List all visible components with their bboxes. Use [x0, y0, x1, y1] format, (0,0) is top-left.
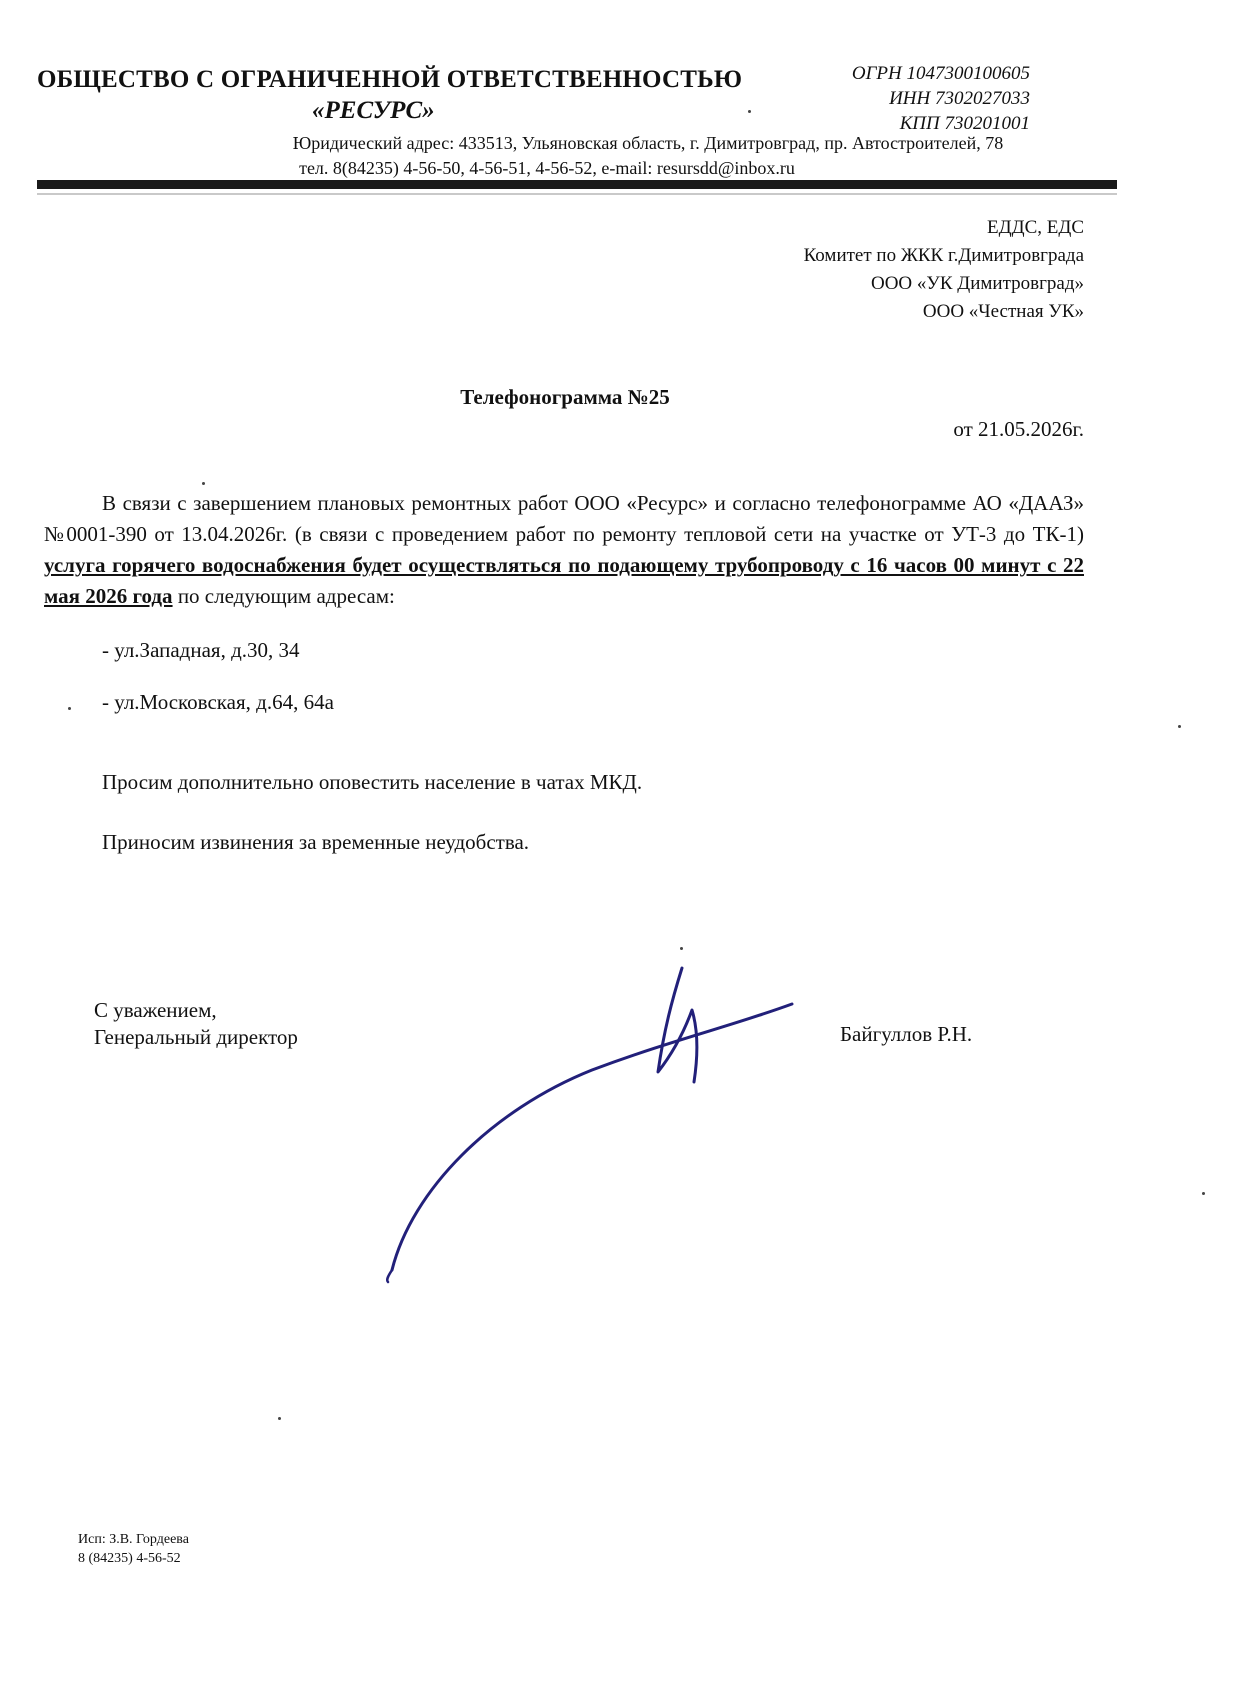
- scan-speck: [748, 110, 751, 113]
- scan-speck: [1178, 725, 1181, 728]
- scan-speck: [68, 707, 71, 710]
- closing-block: [94, 997, 298, 1051]
- body-paragraph: [44, 488, 1084, 612]
- registration-block: [730, 61, 1030, 136]
- address-item: - ул.Московская, д.64, 64а: [102, 690, 334, 714]
- executor-footer: [78, 1530, 189, 1568]
- recipient: ЕДДС, ЕДС: [987, 217, 1084, 238]
- body-highlight: услуга горячего водоснабжения будет осуществляться по подающему трубопроводу с 16 часов 00 минут с 22 мая 2026 года: [44, 553, 1084, 608]
- scan-speck: [1202, 1192, 1205, 1195]
- legal-address: Юридический адрес: 433513, Ульяновская область, г. Димитровград, пр. Автостроителей, 78: [292, 133, 1004, 153]
- recipient: ООО «Честная УК»: [922, 301, 1084, 322]
- contacts-line: тел. 8(84235) 4-56-50, 4-56-51, 4-56-52, e-mail: resursdd@inbox.ru: [299, 158, 795, 178]
- document-date: от 21.05.2026г.: [953, 417, 1084, 441]
- header-divider: [37, 180, 1117, 189]
- scan-speck: [680, 947, 683, 950]
- kpp: КПП 730201001: [899, 113, 1030, 134]
- address-item: - ул.Западная, д.30, 34: [102, 638, 300, 662]
- body-outro: по следующим адресам:: [172, 584, 395, 608]
- header-divider-shadow: [37, 193, 1117, 195]
- body-intro: В связи с завершением плановых ремонтных работ ООО «Ресурс» и согласно телефонограмме АО «ДААЗ» №0001-390 от 13.04.2026г. (в связи с проведением работ по ремонту тепловой сети на участке от УТ-3 до ТК-1): [44, 491, 1084, 546]
- company-brand: «РЕСУРС»: [312, 97, 435, 124]
- scan-speck: [278, 1417, 281, 1420]
- recipient: ООО «УК Димитровград»: [870, 273, 1084, 294]
- scan-speck: [202, 482, 205, 485]
- request-text: Просим дополнительно оповестить население в чатах МКД.: [102, 770, 643, 794]
- document-title: Телефонограмма №25: [460, 385, 670, 409]
- signer-name: Байгуллов Р.Н.: [840, 1022, 973, 1046]
- ogrn: ОГРН 1047300100605: [851, 63, 1030, 84]
- signer-position: Генеральный директор: [94, 1025, 298, 1049]
- inn: ИНН 7302027033: [889, 88, 1030, 109]
- regards: С уважением,: [94, 998, 217, 1022]
- recipient: Комитет по ЖКК г.Димитровграда: [803, 245, 1084, 266]
- signature: [372, 960, 822, 1290]
- recipients-block: [804, 214, 1084, 326]
- executor-name: Исп: З.В. Гордеева: [78, 1532, 189, 1547]
- apology-text: Приносим извинения за временные неудобства.: [102, 830, 530, 854]
- executor-phone: 8 (84235) 4-56-52: [78, 1551, 181, 1566]
- company-name: ОБЩЕСТВО С ОГРАНИЧЕННОЙ ОТВЕТСТВЕННОСТЬЮ: [37, 66, 743, 93]
